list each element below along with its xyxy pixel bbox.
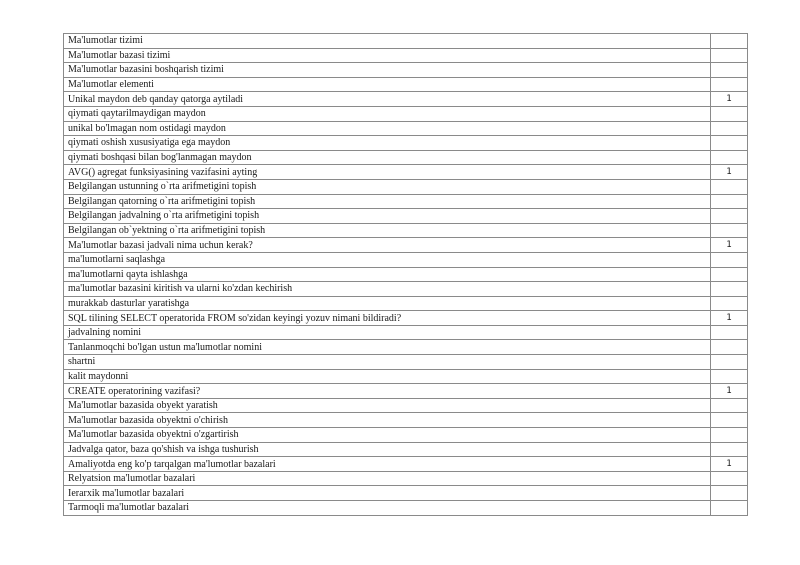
row-text-cell: unikal bo'lmagan nom ostidagi maydon [64, 121, 711, 136]
table-row [64, 136, 748, 151]
row-mark-cell [711, 48, 748, 63]
row-mark-cell [711, 501, 748, 516]
row-mark-cell [711, 267, 748, 282]
table-row [64, 442, 748, 457]
row-text-cell: qiymati boshqasi bilan bog'lanmagan maydon [64, 150, 711, 165]
row-text-cell: Tarmoqli ma'lumotlar bazalari [64, 501, 711, 516]
row-mark-cell [711, 136, 748, 151]
row-mark-cell [711, 296, 748, 311]
table-row [64, 194, 748, 209]
row-mark-cell [711, 325, 748, 340]
row-text-cell: Ma'lumotlar bazasini boshqarish tizimi [64, 63, 711, 78]
row-mark-cell: 1 [711, 384, 748, 399]
row-text-cell: Belgilangan jadvalning o`rta arifmetigini topish [64, 209, 711, 224]
row-mark-cell [711, 179, 748, 194]
row-mark-cell: 1 [711, 92, 748, 107]
row-text-cell: SQL tilining SELECT operatorida FROM so'zidan keyingi yozuv nimani bildiradi? [64, 311, 711, 326]
row-mark-cell [711, 121, 748, 136]
row-text-cell: qiymati oshish xususiyatiga ega maydon [64, 136, 711, 151]
row-text-cell: Tanlanmoqchi bo'lgan ustun ma'lumotlar nomini [64, 340, 711, 355]
row-text-cell: kalit maydonni [64, 369, 711, 384]
row-mark-cell [711, 209, 748, 224]
table-row [64, 63, 748, 78]
row-text-cell: AVG() agregat funksiyasining vazifasini ayting [64, 165, 711, 180]
table-row [64, 311, 748, 326]
table-row [64, 369, 748, 384]
row-text-cell: shartni [64, 355, 711, 370]
row-mark-cell [711, 413, 748, 428]
table-row [64, 325, 748, 340]
row-mark-cell [711, 369, 748, 384]
table-row [64, 92, 748, 107]
table-row [64, 252, 748, 267]
table-row [64, 179, 748, 194]
row-text-cell: Ma'lumotlar bazasida obyektni o'chirish [64, 413, 711, 428]
row-mark-cell [711, 442, 748, 457]
table-body [64, 34, 748, 516]
table-row [64, 150, 748, 165]
table-row [64, 501, 748, 516]
table-row [64, 34, 748, 49]
table-row [64, 296, 748, 311]
row-text-cell: Jadvalga qator, baza qo'shish va ishga tushurish [64, 442, 711, 457]
table-row [64, 428, 748, 443]
row-text-cell: qiymati qaytarilmaydigan maydon [64, 106, 711, 121]
row-mark-cell [711, 194, 748, 209]
row-text-cell: Relyatsion ma'lumotlar bazalari [64, 471, 711, 486]
row-text-cell: Ma'lumotlar bazasi jadvali nima uchun kerak? [64, 238, 711, 253]
table-row [64, 486, 748, 501]
row-text-cell: Belgilangan ustunning o`rta arifmetigini topish [64, 179, 711, 194]
table-row [64, 398, 748, 413]
table-row [64, 106, 748, 121]
row-mark-cell [711, 77, 748, 92]
table-row [64, 238, 748, 253]
row-mark-cell: 1 [711, 238, 748, 253]
table-row [64, 223, 748, 238]
row-text-cell: CREATE operatorining vazifasi? [64, 384, 711, 399]
table-row [64, 282, 748, 297]
row-text-cell: murakkab dasturlar yaratishga [64, 296, 711, 311]
table-row [64, 340, 748, 355]
row-mark-cell [711, 471, 748, 486]
table-row [64, 48, 748, 63]
table-row [64, 457, 748, 472]
table-row [64, 471, 748, 486]
row-text-cell: Ma'lumotlar bazasi tizimi [64, 48, 711, 63]
row-mark-cell [711, 63, 748, 78]
table-row [64, 121, 748, 136]
row-mark-cell [711, 34, 748, 49]
row-text-cell: jadvalning nomini [64, 325, 711, 340]
row-mark-cell: 1 [711, 165, 748, 180]
row-text-cell: ma'lumotlar bazasini kiritish va ularni ko'zdan kechirish [64, 282, 711, 297]
row-text-cell: Ma'lumotlar elementi [64, 77, 711, 92]
row-mark-cell [711, 252, 748, 267]
row-mark-cell [711, 398, 748, 413]
row-mark-cell [711, 150, 748, 165]
document-table [63, 33, 748, 516]
row-mark-cell: 1 [711, 457, 748, 472]
table-row [64, 355, 748, 370]
row-mark-cell [711, 355, 748, 370]
row-text-cell: Amaliyotda eng ko'p tarqalgan ma'lumotlar bazalari [64, 457, 711, 472]
row-text-cell: Ma'lumotlar tizimi [64, 34, 711, 49]
table-row [64, 384, 748, 399]
table-row [64, 77, 748, 92]
row-mark-cell [711, 340, 748, 355]
row-text-cell: ma'lumotlarni saqlashga [64, 252, 711, 267]
row-mark-cell [711, 428, 748, 443]
row-mark-cell [711, 223, 748, 238]
table-row [64, 267, 748, 282]
table-row [64, 165, 748, 180]
row-text-cell: Belgilangan ob`yektning o`rta arifmetigini topish [64, 223, 711, 238]
row-text-cell: Ma'lumotlar bazasida obyekt yaratish [64, 398, 711, 413]
table-row [64, 209, 748, 224]
row-text-cell: Ma'lumotlar bazasida obyektni o'zgartirish [64, 428, 711, 443]
row-mark-cell [711, 486, 748, 501]
row-mark-cell [711, 106, 748, 121]
row-text-cell: Ierarxik ma'lumotlar bazalari [64, 486, 711, 501]
row-text-cell: ma'lumotlarni qayta ishlashga [64, 267, 711, 282]
row-mark-cell [711, 282, 748, 297]
row-text-cell: Belgilangan qatorning o`rta arifmetigini topish [64, 194, 711, 209]
table-row [64, 413, 748, 428]
row-text-cell: Unikal maydon deb qanday qatorga aytiladi [64, 92, 711, 107]
row-mark-cell: 1 [711, 311, 748, 326]
